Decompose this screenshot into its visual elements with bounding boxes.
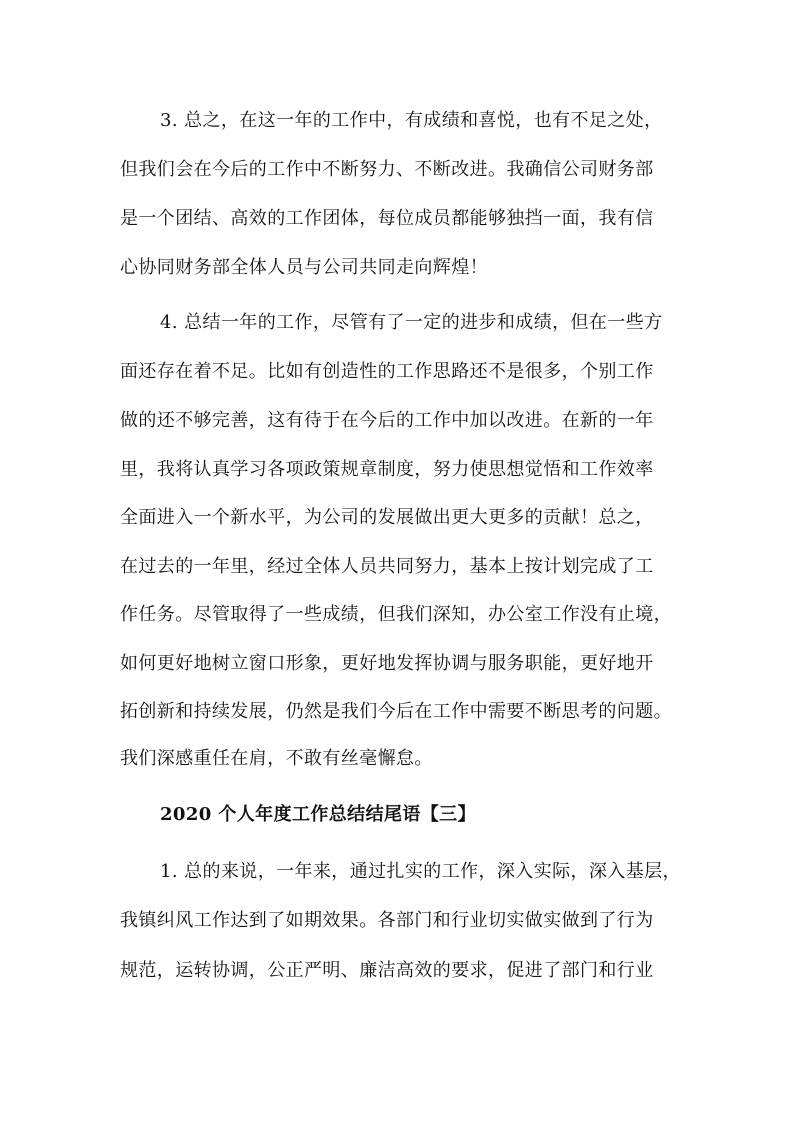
paragraph-3-line-1: 3. 总之，在这一年的工作中，有成绩和喜悦，也有不足之处， (160, 110, 663, 131)
paragraph-4-line-9: 拓创新和持续发展，仍然是我们今后在工作中需要不断思考的问题。 (120, 701, 672, 722)
paragraph-4-line-6: 在过去的一年里，经过全体人员共同努力，基本上按计划完成了工 (120, 556, 654, 577)
paragraph-4-line-3: 做的还不够完善，这有待于在今后的工作中加以改进。在新的一年 (120, 410, 654, 431)
section-paragraph-1-line-1: 1. 总的来说，一年来，通过扎实的工作，深入实际，深入基层， (160, 861, 681, 882)
section-paragraph-1-line-2: 我镇纠风工作达到了如期效果。各部门和行业切实做实做到了行为 (120, 910, 654, 931)
paragraph-3-line-2: 但我们会在今后的工作中不断努力、不断改进。我确信公司财务部 (120, 159, 654, 180)
section-heading: 2020 个人年度工作总结结尾语【三】 (160, 804, 476, 825)
paragraph-4-line-5: 全面进入一个新水平，为公司的发展做出更大更多的贡献！总之， (120, 507, 654, 528)
paragraph-3-line-4: 心协同财务部全体人员与公司共同走向辉煌！ (120, 257, 488, 278)
paragraph-4-line-4: 里，我将认真学习各项政策规章制度，努力使思想觉悟和工作效率 (120, 459, 654, 480)
paragraph-3-line-3: 是一个团结、高效的工作团体，每位成员都能够独挡一面，我有信 (120, 208, 654, 229)
section-paragraph-1-line-3: 规范，运转协调，公正严明、廉洁高效的要求，促进了部门和行业 (120, 960, 654, 981)
paragraph-4-line-8: 如何更好地树立窗口形象，更好地发挥协调与服务职能，更好地开 (120, 653, 654, 674)
paragraph-4-line-1: 4. 总结一年的工作，尽管有了一定的进步和成绩，但在一些方 (160, 312, 663, 333)
paragraph-4-line-7: 作任务。尽管取得了一些成绩，但我们深知，办公室工作没有止境， (120, 604, 672, 625)
paragraph-4-line-2: 面还存在着不足。比如有创造性的工作思路还不是很多，个别工作 (120, 361, 654, 382)
paragraph-4-line-10: 我们深感重任在肩，不敢有丝毫懈怠。 (120, 748, 433, 769)
